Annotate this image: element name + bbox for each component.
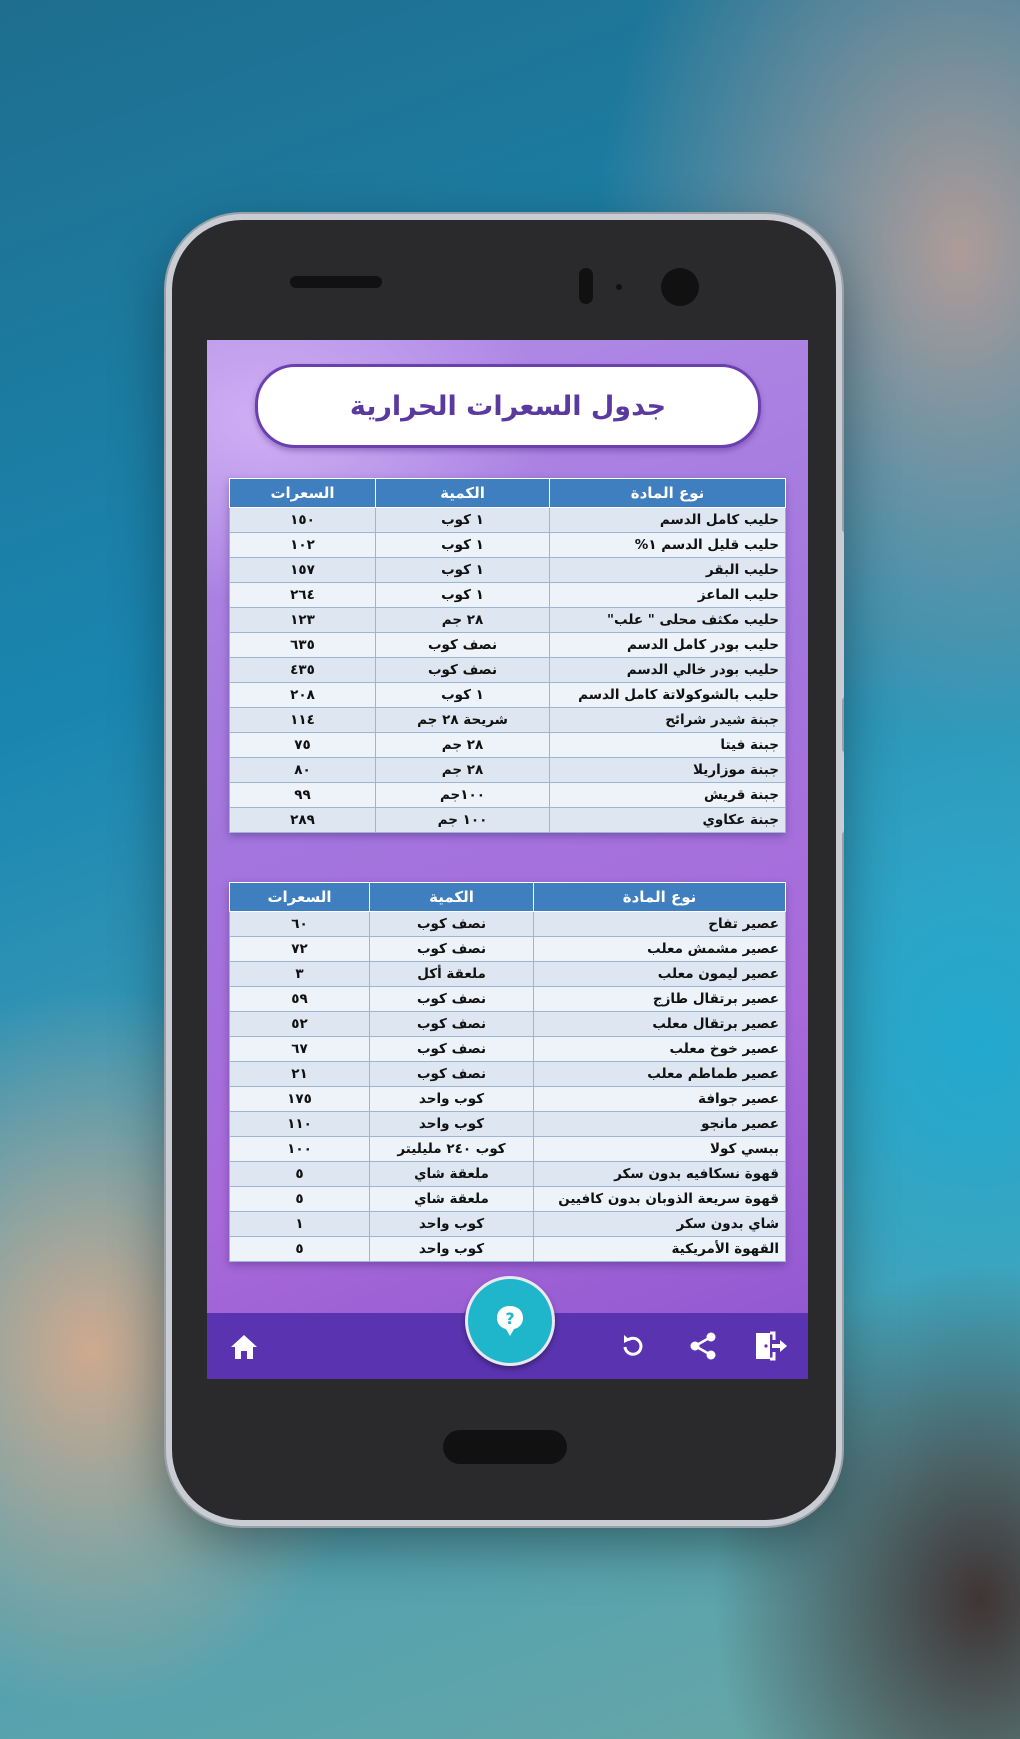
- drinks-table: [229, 882, 785, 1262]
- title-banner: [255, 364, 761, 448]
- table-header-row: [230, 479, 786, 508]
- table-row: [230, 1112, 786, 1137]
- cell-qty: نصف كوب: [370, 1012, 534, 1037]
- cell-qty: كوب واحد: [370, 1237, 534, 1262]
- cell-cal: ٦٧: [230, 1037, 370, 1062]
- table-row: [230, 962, 786, 987]
- refresh-icon: [618, 1331, 648, 1361]
- cell-qty: نصف كوب: [370, 937, 534, 962]
- cell-name: عصير تفاح: [534, 912, 786, 937]
- exit-button[interactable]: [751, 1326, 791, 1366]
- cell-qty: نصف كوب: [376, 658, 550, 683]
- cell-qty: كوب واحد: [370, 1212, 534, 1237]
- cell-qty: كوب واحد: [370, 1112, 534, 1137]
- cell-cal: ١٧٥: [230, 1087, 370, 1112]
- cell-qty: ٢٨ جم: [376, 608, 550, 633]
- cell-name: قهوة سريعة الذوبان بدون كافيين: [534, 1187, 786, 1212]
- svg-text:?: ?: [505, 1309, 515, 1328]
- cell-cal: ١٢٣: [230, 608, 376, 633]
- header-cal: السعرات: [230, 883, 370, 912]
- power-button: [836, 530, 844, 700]
- cell-qty: ملعقة شاي: [370, 1162, 534, 1187]
- home-button[interactable]: [227, 1330, 261, 1364]
- proximity-sensor: [579, 268, 593, 304]
- header-qty: الكمية: [370, 883, 534, 912]
- header-name: نوع المادة: [534, 883, 786, 912]
- cell-name: عصير برتقال طازج: [534, 987, 786, 1012]
- cell-name: جبنة شيدر شرائح: [550, 708, 786, 733]
- table-row: [230, 808, 786, 833]
- cell-cal: ٢٦٤: [230, 583, 376, 608]
- cell-cal: ٣: [230, 962, 370, 987]
- cell-cal: ١٥٠: [230, 508, 376, 533]
- table-row: [230, 912, 786, 937]
- cell-cal: ٢٠٨: [230, 683, 376, 708]
- table-row: [230, 608, 786, 633]
- cell-name: حليب بودر كامل الدسم: [550, 633, 786, 658]
- light-sensor: [616, 284, 622, 290]
- cell-qty: ١٠٠جم: [376, 783, 550, 808]
- cell-cal: ١١٤: [230, 708, 376, 733]
- cell-name: عصير برتقال معلب: [534, 1012, 786, 1037]
- volume-button: [836, 750, 844, 834]
- cell-cal: ٥: [230, 1162, 370, 1187]
- cell-name: حليب الماعز: [550, 583, 786, 608]
- table-row: [230, 1162, 786, 1187]
- table-header-row: [230, 883, 786, 912]
- cell-qty: ١٠٠ جم: [376, 808, 550, 833]
- header-name: نوع المادة: [550, 479, 786, 508]
- cell-name: حليب قليل الدسم ١%: [550, 533, 786, 558]
- cell-name: عصير مشمش معلب: [534, 937, 786, 962]
- cell-qty: شريحة ٢٨ جم: [376, 708, 550, 733]
- cell-cal: ٨٠: [230, 758, 376, 783]
- cell-qty: ٢٨ جم: [376, 733, 550, 758]
- home-key[interactable]: [443, 1430, 567, 1464]
- table-row: [230, 987, 786, 1012]
- cell-qty: ملعقة أكل: [370, 962, 534, 987]
- cell-qty: نصف كوب: [370, 912, 534, 937]
- header-cal: السعرات: [230, 479, 376, 508]
- refresh-button[interactable]: [615, 1328, 651, 1364]
- table-row: [230, 633, 786, 658]
- cell-cal: ٦٣٥: [230, 633, 376, 658]
- cell-qty: نصف كوب: [376, 633, 550, 658]
- cell-name: عصير ليمون معلب: [534, 962, 786, 987]
- cell-name: القهوة الأمريكية: [534, 1237, 786, 1262]
- cell-name: جبنة موزاريلا: [550, 758, 786, 783]
- cell-cal: ٥٢: [230, 1012, 370, 1037]
- table-row: [230, 733, 786, 758]
- cell-cal: ٦٠: [230, 912, 370, 937]
- table-row: [230, 558, 786, 583]
- table-row: [230, 937, 786, 962]
- cell-qty: ١ كوب: [376, 558, 550, 583]
- table-row: [230, 683, 786, 708]
- cell-name: جبنة فيتا: [550, 733, 786, 758]
- cell-name: جبنة عكاوي: [550, 808, 786, 833]
- table-row: [230, 533, 786, 558]
- dairy-table-body: [230, 508, 786, 833]
- cell-name: ببسي كولا: [534, 1137, 786, 1162]
- cell-cal: ١٠٠: [230, 1137, 370, 1162]
- cell-name: حليب البقر: [550, 558, 786, 583]
- cell-qty: كوب ٢٤٠ مليليتر: [370, 1137, 534, 1162]
- cell-name: عصير جوافة: [534, 1087, 786, 1112]
- home-icon: [230, 1334, 258, 1360]
- cell-cal: ١١٠: [230, 1112, 370, 1137]
- cell-name: قهوة نسكافيه بدون سكر: [534, 1162, 786, 1187]
- cell-cal: ٧٢: [230, 937, 370, 962]
- cell-qty: ١ كوب: [376, 583, 550, 608]
- cell-name: حليب مكثف محلى " علب": [550, 608, 786, 633]
- share-button[interactable]: [685, 1328, 721, 1364]
- cell-cal: ٤٣٥: [230, 658, 376, 683]
- table-row: [230, 1212, 786, 1237]
- cell-cal: ٥٩: [230, 987, 370, 1012]
- cell-qty: ملعقة شاي: [370, 1187, 534, 1212]
- table-row: [230, 1037, 786, 1062]
- table-row: [230, 1087, 786, 1112]
- cell-cal: ٩٩: [230, 783, 376, 808]
- exit-icon: [754, 1330, 788, 1362]
- table-row: [230, 658, 786, 683]
- table-row: [230, 758, 786, 783]
- cell-name: عصير مانجو: [534, 1112, 786, 1137]
- cell-qty: نصف كوب: [370, 987, 534, 1012]
- cell-name: حليب كامل الدسم: [550, 508, 786, 533]
- table-row: [230, 1187, 786, 1212]
- table-row: [230, 1137, 786, 1162]
- cell-qty: نصف كوب: [370, 1037, 534, 1062]
- cell-name: شاي بدون سكر: [534, 1212, 786, 1237]
- cell-name: حليب بالشوكولاتة كامل الدسم: [550, 683, 786, 708]
- cell-cal: ٧٥: [230, 733, 376, 758]
- page-title: جدول السعرات الحرارية: [349, 390, 667, 422]
- table-row: [230, 708, 786, 733]
- cell-cal: ٥: [230, 1237, 370, 1262]
- front-camera: [661, 268, 699, 306]
- dairy-table: [229, 478, 785, 833]
- cell-cal: ٢٨٩: [230, 808, 376, 833]
- share-icon: [688, 1331, 718, 1361]
- cell-name: جبنة قريش: [550, 783, 786, 808]
- cell-name: عصير طماطم معلب: [534, 1062, 786, 1087]
- table-row: [230, 583, 786, 608]
- cell-qty: كوب واحد: [370, 1087, 534, 1112]
- table-row: [230, 1237, 786, 1262]
- cell-qty: ١ كوب: [376, 533, 550, 558]
- cell-cal: ٥: [230, 1187, 370, 1212]
- cell-cal: ١٥٧: [230, 558, 376, 583]
- app-screen: [207, 340, 808, 1379]
- help-button[interactable]: [465, 1276, 555, 1366]
- cell-name: حليب بودر خالي الدسم: [550, 658, 786, 683]
- cell-qty: نصف كوب: [370, 1062, 534, 1087]
- earpiece-speaker: [290, 276, 382, 288]
- table-row: [230, 783, 786, 808]
- cell-cal: ٢١: [230, 1062, 370, 1087]
- help-icon: [495, 1304, 525, 1338]
- cell-name: عصير خوخ معلب: [534, 1037, 786, 1062]
- cell-cal: ١٠٢: [230, 533, 376, 558]
- cell-cal: ١: [230, 1212, 370, 1237]
- cell-qty: ١ كوب: [376, 508, 550, 533]
- drinks-table-body: [230, 912, 786, 1262]
- cell-qty: ١ كوب: [376, 683, 550, 708]
- header-qty: الكمية: [376, 479, 550, 508]
- table-row: [230, 1012, 786, 1037]
- cell-qty: ٢٨ جم: [376, 758, 550, 783]
- table-row: [230, 1062, 786, 1087]
- table-row: [230, 508, 786, 533]
